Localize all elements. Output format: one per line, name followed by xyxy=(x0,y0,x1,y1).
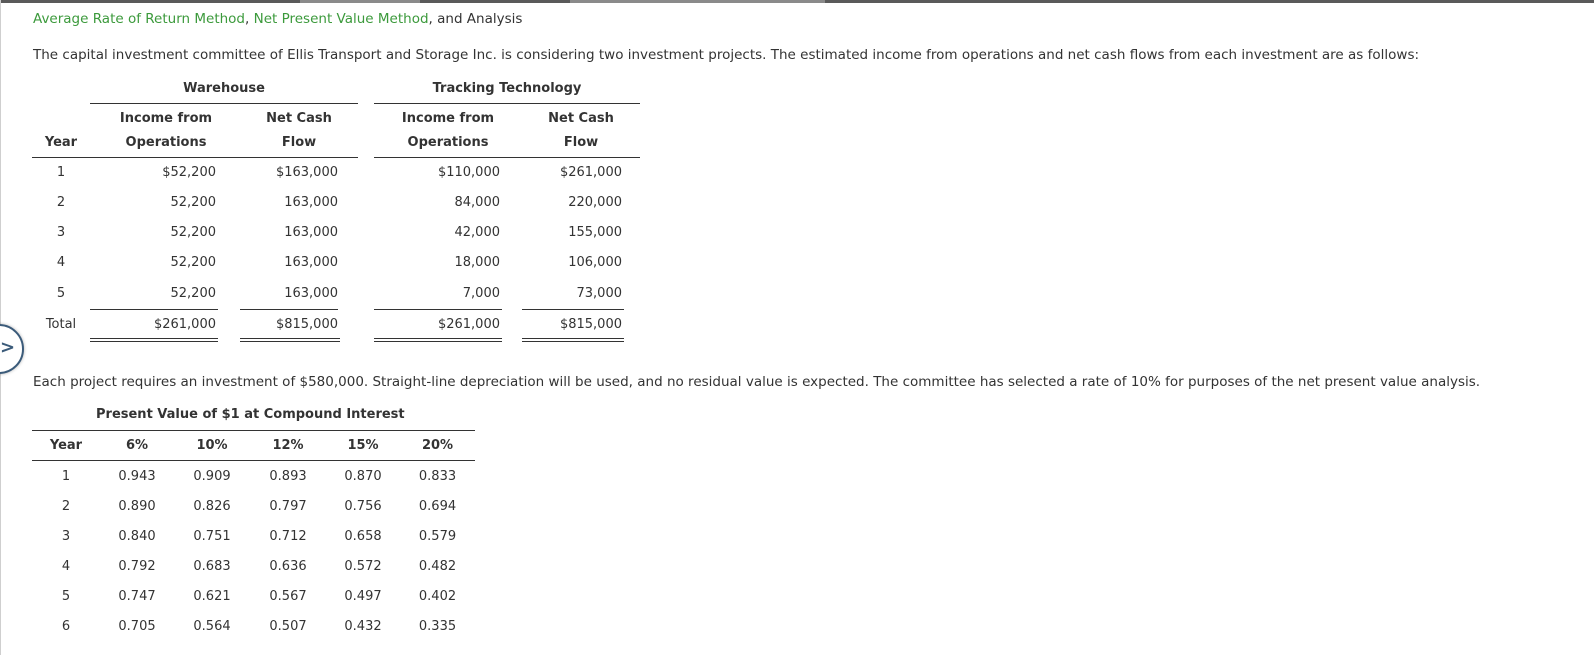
pv-factor-cell: 0.658 xyxy=(344,529,382,544)
investment-paragraph: Each project requires an investment of $580,000. Straight-line depreciation will be used, and no residual value is expected. The committee has selected a rate of 10% for purposes of the net present value analysis. xyxy=(33,374,1481,390)
w-cash-cell: 163,000 xyxy=(284,225,338,240)
pv-factor-cell: 0.792 xyxy=(118,559,156,574)
total-double-rule xyxy=(522,338,624,342)
pv-factor-cell: 0.432 xyxy=(344,619,382,634)
pv-year-cell: 2 xyxy=(61,499,71,514)
pv-factor-cell: 0.712 xyxy=(269,529,307,544)
t-cash-header-l1: Net Cash xyxy=(548,111,614,126)
pv-factor-cell: 0.747 xyxy=(118,589,156,604)
heading-separator: , xyxy=(245,11,254,27)
pv-factor-cell: 0.694 xyxy=(418,499,457,514)
pv-factor-cell: 0.507 xyxy=(269,619,307,634)
w-income-cell: $52,200 xyxy=(162,165,216,180)
year-cell: 3 xyxy=(56,225,66,240)
pv-factor-cell: 0.567 xyxy=(269,589,307,604)
t-income-cell: 84,000 xyxy=(454,195,500,210)
pv-factor-cell: 0.797 xyxy=(269,499,307,514)
subtotal-rule xyxy=(522,309,624,310)
pv-factor-cell: 0.497 xyxy=(344,589,382,604)
t-cash-cell: 220,000 xyxy=(568,195,622,210)
pv-factor-cell: 0.705 xyxy=(118,619,156,634)
total-t-cash: $815,000 xyxy=(559,317,622,332)
w-income-header-l2: Operations xyxy=(125,135,207,150)
pv-table-title: Present Value of $1 at Compound Interest xyxy=(96,407,405,422)
warehouse-column-rule xyxy=(32,157,358,158)
pv-factor-cell: 0.683 xyxy=(193,559,231,574)
total-label: Total xyxy=(45,317,77,332)
chevron-right-icon: > xyxy=(0,337,16,358)
pv-factor-cell: 0.402 xyxy=(418,589,457,604)
pv-factor-cell: 0.890 xyxy=(118,499,156,514)
t-cash-cell: 106,000 xyxy=(568,255,622,270)
pv-rate-header: 10% xyxy=(196,438,228,453)
w-cash-cell: 163,000 xyxy=(284,195,338,210)
pv-factor-cell: 0.636 xyxy=(269,559,307,574)
t-income-header-l1: Income from xyxy=(401,111,495,126)
total-t-income: $261,000 xyxy=(437,317,500,332)
tab-indicator xyxy=(570,0,825,3)
intro-paragraph: The capital investment committee of Ellis Transport and Storage Inc. is considering two investment projects. The estimated income from operations and net cash flows from each investment are as follows: xyxy=(33,47,1420,63)
pv-year-cell: 5 xyxy=(61,589,71,604)
pv-factor-cell: 0.751 xyxy=(193,529,231,544)
w-cash-header-l1: Net Cash xyxy=(266,111,332,126)
expand-panel-button[interactable] xyxy=(0,324,24,374)
pv-title-rule xyxy=(32,430,475,431)
pv-factor-cell: 0.564 xyxy=(193,619,231,634)
year-cell: 5 xyxy=(56,286,66,301)
pv-factor-cell: 0.572 xyxy=(344,559,382,574)
total-double-rule xyxy=(90,338,218,342)
pv-year-cell: 4 xyxy=(61,559,71,574)
w-cash-cell: 163,000 xyxy=(284,255,338,270)
t-cash-cell: 155,000 xyxy=(568,225,622,240)
pv-factor-cell: 0.943 xyxy=(118,469,156,484)
subtotal-rule xyxy=(90,309,218,310)
pv-year-cell: 1 xyxy=(61,469,71,484)
year-cell: 4 xyxy=(56,255,66,270)
year-cell: 1 xyxy=(56,165,66,180)
pv-rate-header: 20% xyxy=(421,438,454,453)
pv-year-cell: 6 xyxy=(61,619,71,634)
t-cash-cell: $261,000 xyxy=(559,165,622,180)
pv-rate-header: 12% xyxy=(272,438,304,453)
pv-factor-cell: 0.893 xyxy=(269,469,307,484)
t-cash-cell: 73,000 xyxy=(576,286,622,301)
pv-year-cell: 3 xyxy=(61,529,71,544)
pv-factor-cell: 0.909 xyxy=(193,469,231,484)
w-income-cell: 52,200 xyxy=(170,225,216,240)
tracking-header-rule xyxy=(374,103,640,104)
year-header: Year xyxy=(44,135,78,150)
w-cash-cell: 163,000 xyxy=(284,286,338,301)
pv-factor-cell: 0.482 xyxy=(418,559,457,574)
warehouse-header-rule xyxy=(90,103,358,104)
pv-header-rule xyxy=(32,460,475,461)
w-income-cell: 52,200 xyxy=(170,255,216,270)
w-cash-cell: $163,000 xyxy=(275,165,338,180)
t-income-cell: 18,000 xyxy=(454,255,500,270)
pv-factor-cell: 0.621 xyxy=(193,589,231,604)
average-rate-of-return-link[interactable]: Average Rate of Return Method xyxy=(33,11,245,27)
net-present-value-link[interactable]: Net Present Value Method xyxy=(253,11,429,27)
t-income-cell: $110,000 xyxy=(437,165,500,180)
pv-year-header: Year xyxy=(49,438,83,453)
w-income-cell: 52,200 xyxy=(170,286,216,301)
year-cell: 2 xyxy=(56,195,66,210)
pv-factor-cell: 0.840 xyxy=(118,529,156,544)
t-income-cell: 7,000 xyxy=(462,286,500,301)
warehouse-group-header: Warehouse xyxy=(183,81,265,96)
pv-factor-cell: 0.335 xyxy=(418,619,457,634)
t-income-cell: 42,000 xyxy=(454,225,500,240)
pv-rate-header: 15% xyxy=(347,438,379,453)
w-income-cell: 52,200 xyxy=(170,195,216,210)
tracking-group-header: Tracking Technology xyxy=(432,81,582,96)
tracking-column-rule xyxy=(374,157,640,158)
heading-tail: , and Analysis xyxy=(428,11,523,27)
total-w-income: $261,000 xyxy=(153,317,216,332)
subtotal-rule xyxy=(374,309,502,310)
pv-rate-header: 6% xyxy=(125,438,149,453)
pv-factor-cell: 0.870 xyxy=(344,469,382,484)
t-income-header-l2: Operations xyxy=(407,135,489,150)
total-double-rule xyxy=(240,338,340,342)
pv-factor-cell: 0.826 xyxy=(193,499,231,514)
pv-factor-cell: 0.579 xyxy=(418,529,457,544)
total-w-cash: $815,000 xyxy=(275,317,338,332)
t-cash-header-l2: Flow xyxy=(563,135,599,150)
pv-factor-cell: 0.833 xyxy=(418,469,457,484)
pv-factor-cell: 0.756 xyxy=(344,499,382,514)
subtotal-rule xyxy=(240,309,338,310)
w-cash-header-l2: Flow xyxy=(281,135,317,150)
total-double-rule xyxy=(374,338,502,342)
w-income-header-l1: Income from xyxy=(119,111,213,126)
tab-indicator xyxy=(300,0,420,3)
problem-heading xyxy=(33,11,522,27)
